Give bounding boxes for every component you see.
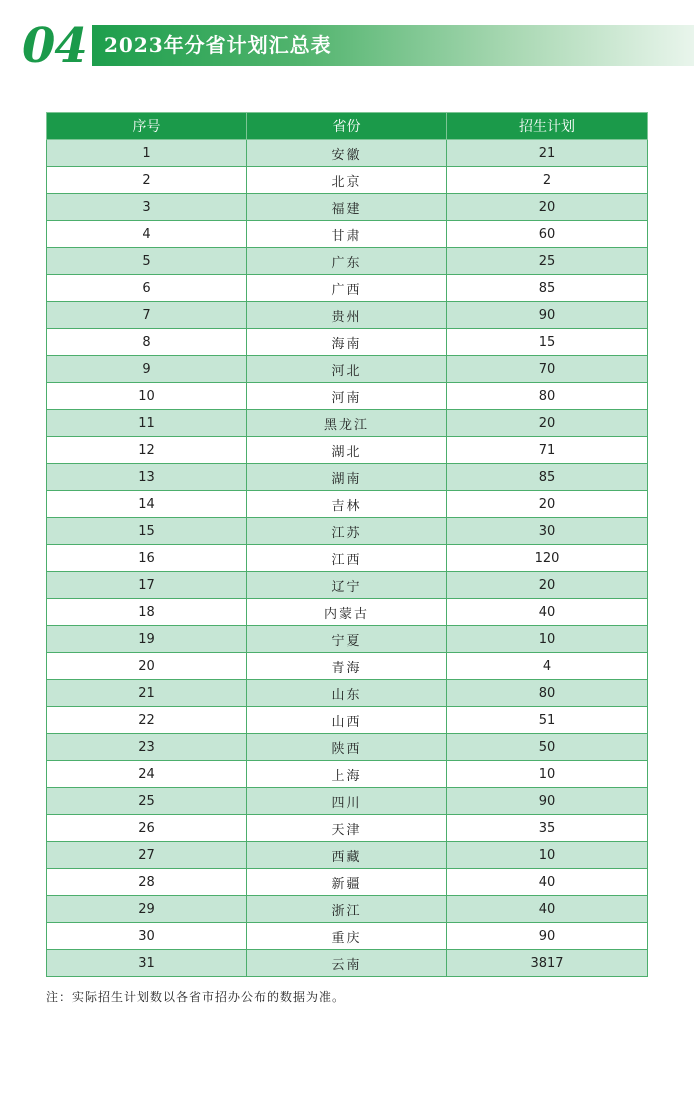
table-row — [47, 275, 648, 302]
cell-plan: 51 — [447, 707, 648, 734]
table-row — [47, 464, 648, 491]
cell-index: 6 — [47, 275, 247, 302]
cell-province: 山东 — [247, 680, 447, 707]
cell-index: 2 — [47, 167, 247, 194]
cell-province: 陕西 — [247, 734, 447, 761]
cell-province: 青海 — [247, 653, 447, 680]
cell-index: 3 — [47, 194, 247, 221]
cell-province: 河北 — [247, 356, 447, 383]
table-row — [47, 140, 648, 167]
cell-plan: 40 — [447, 896, 648, 923]
table-row — [47, 680, 648, 707]
cell-plan: 4 — [447, 653, 648, 680]
cell-index: 27 — [47, 842, 247, 869]
cell-province: 四川 — [247, 788, 447, 815]
cell-province: 江西 — [247, 545, 447, 572]
cell-index: 11 — [47, 410, 247, 437]
column-header-province: 省份 — [247, 113, 447, 140]
cell-province: 宁夏 — [247, 626, 447, 653]
cell-plan: 30 — [447, 518, 648, 545]
table-row — [47, 302, 648, 329]
table-row — [47, 329, 648, 356]
cell-plan: 90 — [447, 923, 648, 950]
cell-index: 7 — [47, 302, 247, 329]
section-banner — [92, 25, 694, 66]
cell-index: 15 — [47, 518, 247, 545]
cell-index: 1 — [47, 140, 247, 167]
cell-plan: 20 — [447, 491, 648, 518]
table-row — [47, 437, 648, 464]
table-row — [47, 491, 648, 518]
cell-province: 西藏 — [247, 842, 447, 869]
cell-index: 19 — [47, 626, 247, 653]
cell-plan: 20 — [447, 410, 648, 437]
cell-province: 甘肃 — [247, 221, 447, 248]
cell-plan: 15 — [447, 329, 648, 356]
table-row — [47, 194, 648, 221]
column-header-plan: 招生计划 — [447, 113, 648, 140]
cell-index: 28 — [47, 869, 247, 896]
section-number: 04 — [22, 18, 87, 74]
table-row — [47, 896, 648, 923]
table-row — [47, 518, 648, 545]
table-row — [47, 221, 648, 248]
cell-plan: 80 — [447, 383, 648, 410]
cell-index: 31 — [47, 950, 247, 977]
cell-province: 新疆 — [247, 869, 447, 896]
cell-index: 4 — [47, 221, 247, 248]
cell-plan: 85 — [447, 275, 648, 302]
table-row — [47, 248, 648, 275]
cell-plan: 85 — [447, 464, 648, 491]
cell-province: 天津 — [247, 815, 447, 842]
cell-plan: 90 — [447, 302, 648, 329]
cell-plan: 71 — [447, 437, 648, 464]
cell-plan: 21 — [447, 140, 648, 167]
cell-plan: 80 — [447, 680, 648, 707]
cell-plan: 40 — [447, 599, 648, 626]
cell-plan: 120 — [447, 545, 648, 572]
cell-province: 海南 — [247, 329, 447, 356]
cell-index: 23 — [47, 734, 247, 761]
cell-province: 河南 — [247, 383, 447, 410]
cell-plan: 40 — [447, 869, 648, 896]
cell-plan: 20 — [447, 194, 648, 221]
cell-province: 云南 — [247, 950, 447, 977]
table-row — [47, 734, 648, 761]
cell-province: 重庆 — [247, 923, 447, 950]
cell-province: 安徽 — [247, 140, 447, 167]
table-body — [47, 140, 648, 977]
table-row — [47, 167, 648, 194]
cell-plan: 10 — [447, 626, 648, 653]
cell-province: 上海 — [247, 761, 447, 788]
table-row — [47, 356, 648, 383]
cell-plan: 10 — [447, 761, 648, 788]
cell-plan: 20 — [447, 572, 648, 599]
cell-index: 5 — [47, 248, 247, 275]
cell-plan: 10 — [447, 842, 648, 869]
cell-plan: 60 — [447, 221, 648, 248]
cell-index: 10 — [47, 383, 247, 410]
cell-index: 17 — [47, 572, 247, 599]
cell-province: 辽宁 — [247, 572, 447, 599]
cell-index: 12 — [47, 437, 247, 464]
cell-index: 22 — [47, 707, 247, 734]
cell-index: 29 — [47, 896, 247, 923]
cell-province: 黑龙江 — [247, 410, 447, 437]
cell-plan: 90 — [447, 788, 648, 815]
cell-index: 24 — [47, 761, 247, 788]
cell-index: 30 — [47, 923, 247, 950]
table-row — [47, 653, 648, 680]
table-row — [47, 788, 648, 815]
cell-province: 湖北 — [247, 437, 447, 464]
cell-province: 湖南 — [247, 464, 447, 491]
cell-province: 江苏 — [247, 518, 447, 545]
cell-index: 13 — [47, 464, 247, 491]
plan-table-container — [46, 112, 647, 977]
table-row — [47, 383, 648, 410]
cell-index: 25 — [47, 788, 247, 815]
cell-province: 吉林 — [247, 491, 447, 518]
cell-index: 9 — [47, 356, 247, 383]
cell-plan: 70 — [447, 356, 648, 383]
cell-province: 浙江 — [247, 896, 447, 923]
table-row — [47, 842, 648, 869]
cell-plan: 3817 — [447, 950, 648, 977]
cell-plan: 35 — [447, 815, 648, 842]
cell-plan: 2 — [447, 167, 648, 194]
cell-plan: 25 — [447, 248, 648, 275]
cell-province: 北京 — [247, 167, 447, 194]
table-row — [47, 869, 648, 896]
column-header-index: 序号 — [47, 113, 247, 140]
plan-table — [46, 112, 648, 977]
cell-index: 20 — [47, 653, 247, 680]
table-row — [47, 599, 648, 626]
table-header-row — [47, 113, 648, 140]
table-row — [47, 545, 648, 572]
table-row — [47, 815, 648, 842]
table-row — [47, 923, 648, 950]
cell-index: 26 — [47, 815, 247, 842]
table-row — [47, 707, 648, 734]
cell-index: 21 — [47, 680, 247, 707]
table-row — [47, 950, 648, 977]
cell-index: 14 — [47, 491, 247, 518]
table-row — [47, 761, 648, 788]
cell-province: 山西 — [247, 707, 447, 734]
cell-province: 福建 — [247, 194, 447, 221]
cell-province: 广西 — [247, 275, 447, 302]
cell-index: 18 — [47, 599, 247, 626]
section-title: 2023年分省计划汇总表 — [104, 33, 332, 57]
cell-plan: 50 — [447, 734, 648, 761]
cell-index: 16 — [47, 545, 247, 572]
footnote: 注：实际招生计划数以各省市招办公布的数据为准。 — [46, 990, 346, 1004]
cell-index: 8 — [47, 329, 247, 356]
cell-province: 广东 — [247, 248, 447, 275]
cell-province: 贵州 — [247, 302, 447, 329]
table-row — [47, 626, 648, 653]
table-row — [47, 410, 648, 437]
cell-province: 内蒙古 — [247, 599, 447, 626]
table-row — [47, 572, 648, 599]
